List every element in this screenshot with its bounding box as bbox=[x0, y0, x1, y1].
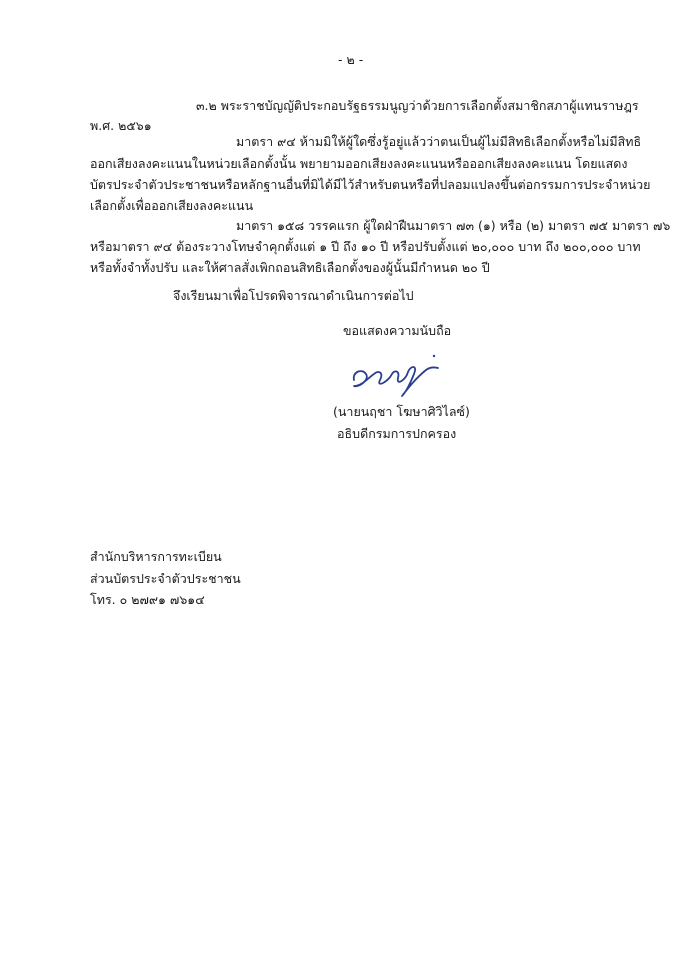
footer-division: ส่วนบัตรประจำตัวประชาชน bbox=[90, 571, 241, 586]
salutation: ขอแสดงความนับถือ bbox=[343, 323, 452, 338]
closing-request: จึงเรียนมาเพื่อโปรดพิจารณาดำเนินการต่อไป bbox=[173, 288, 414, 303]
paragraph-line: หรือทั้งจำทั้งปรับ และให้ศาลสั่งเพิกถอนสิทธิเลือกตั้งของผู้นั้นมีกำหนด ๒๐ ปี bbox=[90, 260, 490, 275]
signature-image bbox=[348, 352, 440, 398]
signature-dot bbox=[433, 355, 435, 357]
section-heading: ๓.๒ พระราชบัญญัติประกอบรัฐธรรมนูญว่าด้วยการเลือกตั้งสมาชิกสภาผู้แทนราษฎร bbox=[196, 98, 639, 113]
signatory-name: (นายนฤชา โฆษาศิวิไลซ์) bbox=[333, 404, 470, 419]
section-heading-year: พ.ศ. ๒๕๖๑ bbox=[90, 118, 152, 133]
paragraph-line: ออกเสียงลงคะแนนในหน่วยเลือกตั้งนั้น พยายามออกเสียงลงคะแนนหรือออกเสียงลงคะแนน โดยแสดง bbox=[90, 156, 628, 171]
paragraph-line: หรือมาตรา ๙๔ ต้องระวางโทษจำคุกตั้งแต่ ๑ ปี ถึง ๑๐ ปี หรือปรับตั้งแต่ ๒๐,๐๐๐ บาท ถึง ๒๐๐,๐๐๐ บาท bbox=[90, 239, 641, 254]
paragraph-line: มาตรา ๙๔ ห้ามมิให้ผู้ใดซึ่งรู้อยู่แล้วว่าตนเป็นผู้ไม่มีสิทธิเลือกตั้งหรือไม่มีสิทธิ bbox=[236, 134, 642, 149]
signature-stroke bbox=[354, 367, 438, 396]
footer-phone: โทร. ๐ ๒๗๙๑ ๗๖๑๔ bbox=[90, 592, 205, 607]
signatory-position: อธิบดีกรมการปกครอง bbox=[337, 426, 457, 441]
page-number: - ๒ - bbox=[338, 52, 364, 67]
paragraph-line: เลือกตั้งเพื่อออกเสียงลงคะแนน bbox=[90, 198, 254, 213]
paragraph-line: บัตรประจำตัวประชาชนหรือหลักฐานอื่นที่มิได้มีไว้สำหรับตนหรือที่ปลอมแปลงขึ้นต่อกรรมการประจำหน่วย bbox=[90, 177, 651, 192]
footer-office: สำนักบริหารการทะเบียน bbox=[90, 549, 222, 564]
paragraph-line: มาตรา ๑๕๘ วรรคแรก ผู้ใดฝ่าฝืนมาตรา ๗๓ (๑) หรือ (๒) มาตรา ๗๕ มาตรา ๗๖ bbox=[236, 218, 671, 233]
